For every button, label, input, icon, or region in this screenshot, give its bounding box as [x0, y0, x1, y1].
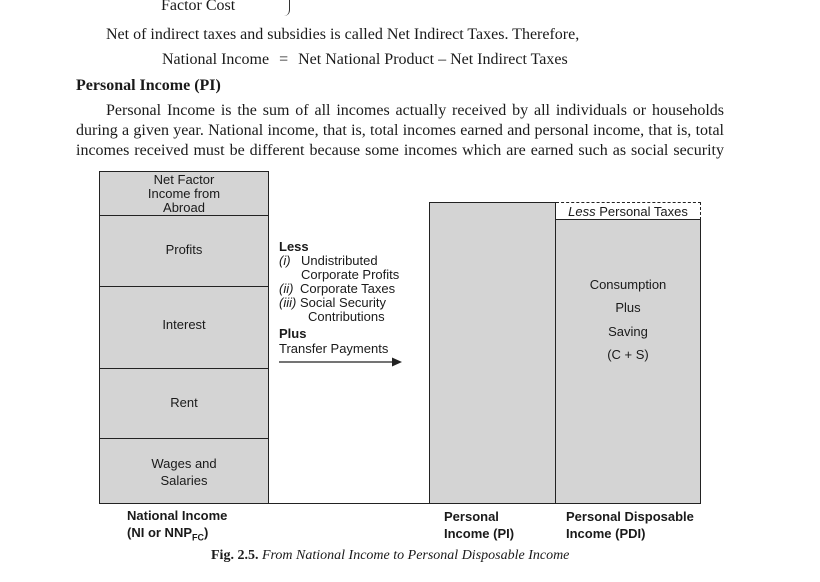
adjustment-item-1-cont: Corporate Profits [301, 267, 400, 282]
personal-income-column [429, 202, 556, 504]
ni-label-line1: National Income [127, 508, 228, 523]
arrow-right-icon [278, 355, 404, 369]
nfia-label: Net Factor Income from Abroad [147, 172, 221, 215]
ni-label-line2: (NI or $NNP_{FC}$) [127, 525, 209, 543]
transfer-payments-label: Transfer Payments [279, 341, 389, 356]
adjustment-item-2-num: (ii) [279, 281, 294, 296]
pdi-label-line2: Income (PDI) [566, 526, 646, 541]
personal-taxes-text: Personal Taxes [599, 204, 688, 219]
adjustment-item-1: (i) Undistributed [279, 253, 378, 268]
net-indirect-taxes-line: Net of indirect taxes and subsidies is called Net Indirect Taxes. Therefore, [106, 26, 580, 43]
pdi-label-line1: Personal Disposable [566, 509, 694, 524]
rent-label: Rent [170, 395, 198, 410]
caption-number: Fig. 2.5. [211, 548, 259, 563]
paragraph-line-1: Personal Income is the sum of all incomes actually received by all individuals or households [106, 102, 724, 119]
wages-label: Wages and Salaries [151, 456, 217, 488]
divider-interest [100, 368, 268, 369]
saving-label: Saving [608, 324, 648, 339]
adjustment-item-1-num: (i) [279, 253, 291, 268]
personal-taxes-label [556, 203, 700, 220]
adjustment-item-3: (iii) Social Security [279, 295, 386, 310]
equation-lhs: National Income [162, 51, 270, 68]
less-label: Less [279, 239, 309, 254]
baseline [99, 503, 701, 504]
personal-taxes-less: Less [568, 204, 596, 219]
equation-equals: = [279, 51, 289, 68]
divider-nfia [100, 215, 268, 216]
pi-label-line1: Personal [444, 509, 499, 524]
pdi-column [555, 219, 701, 504]
paragraph-line-2: during a given year. National income, that is, total incomes earned and personal income, that is, total [76, 122, 724, 139]
adjustment-item-3-num: (iii) [279, 295, 297, 310]
pdi-plus-label: Plus [615, 300, 641, 315]
equation-rhs: Net National Product – Net Indirect Taxes [298, 51, 568, 68]
caption-title: From National Income to Personal Disposable Income [261, 548, 570, 563]
paragraph-line-3: incomes received must be different because some incomes which are earned such as social security [76, 142, 724, 159]
adjustment-item-2: (ii) Corporate Taxes [279, 281, 396, 296]
pi-label-line2: Income (PI) [444, 526, 515, 541]
figure-caption [211, 548, 569, 564]
plus-label: Plus [279, 326, 307, 341]
divider-rent [100, 438, 268, 439]
consumption-label: Consumption [589, 277, 667, 292]
national-income-column [99, 171, 269, 504]
divider-profits [100, 286, 268, 287]
cs-label: (C + S) [607, 347, 649, 362]
profits-label: Profits [165, 242, 203, 257]
personal-taxes-box [556, 202, 701, 220]
interest-label: Interest [162, 317, 206, 332]
adjustment-item-3-cont: Contributions [308, 309, 385, 324]
section-heading: Personal Income (PI) [76, 77, 221, 94]
factor-cost-fragment: Factor Cost [161, 0, 236, 14]
